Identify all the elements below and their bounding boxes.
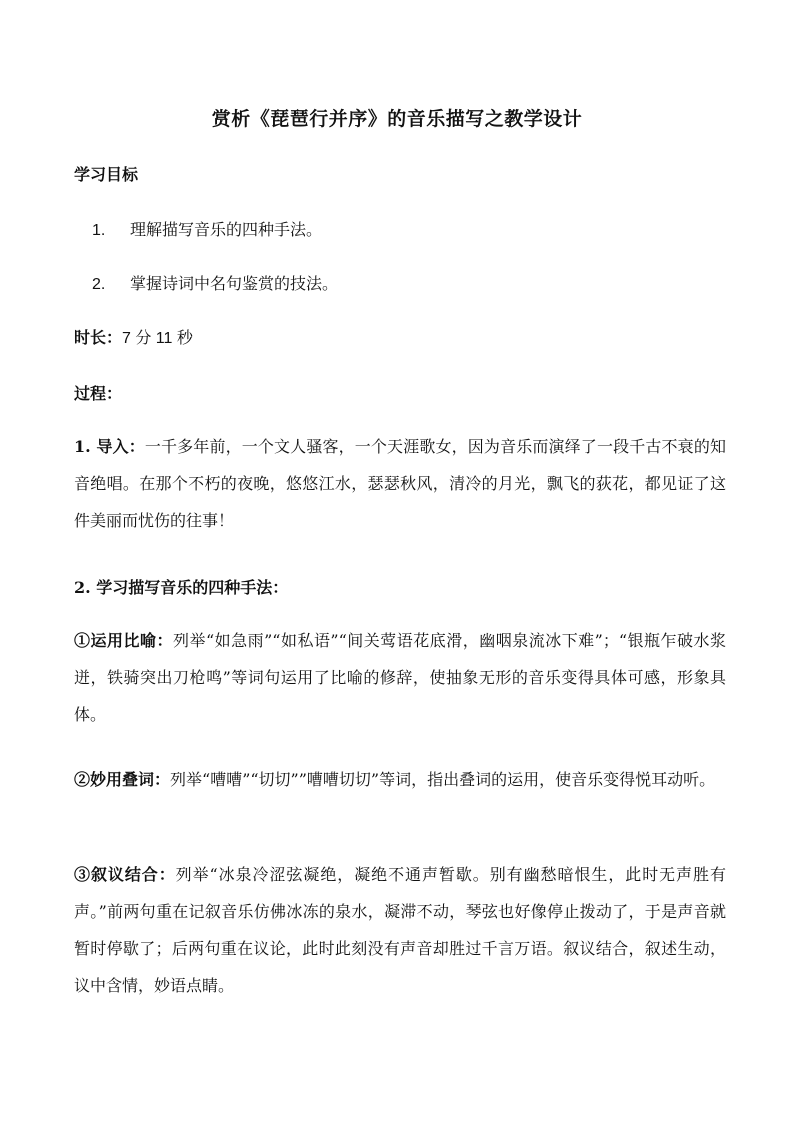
technique-paragraph: [74, 622, 726, 733]
objectives-heading: 学习目标: [74, 165, 139, 184]
objective-text: 理解描写音乐的四种手法。: [130, 220, 323, 239]
technique-text: 列举“如急雨”“如私语”“间关莺语花底滑，幽咽泉流冰下难”；“银瓶乍破水浆迸，铁骑突出刀枪鸣”等词句运用了比喻的修辞，使抽象无形的音乐变得具体可感，形象具体。: [74, 631, 726, 724]
duration-value: 7 分 11 秒: [122, 330, 193, 347]
technique-paragraph: [74, 761, 726, 798]
page-title: 赏析《琵琶行并序》的音乐描写之教学设计: [211, 108, 583, 130]
technique-text: 列举“冰泉冷涩弦凝绝，凝绝不通声暂歇。别有幽愁暗恨生，此时无声胜有声。”前两句重在记叙音乐仿佛冰冻的泉水，凝滞不动，琴弦也好像停止拨动了，于是声音就暂时停歇了；后两句重在议论，此时此刻没有声音却胜过千言万语。叙议结合，叙述生动，议中含情，妙语点睛。: [74, 865, 726, 995]
technique-text: 列举“嘈嘈”“切切””嘈嘈切切”等词，指出叠词的运用，使音乐变得悦耳动听。: [170, 770, 716, 789]
technique-label: ①运用比喻：: [74, 631, 173, 650]
process-heading: 过程：: [74, 384, 123, 403]
technique-label: ③叙议结合：: [74, 865, 176, 884]
duration-label: 时长：: [74, 328, 123, 347]
intro-text: 一千多年前，一个文人骚客，一个天涯歌女，因为音乐而演绎了一段千古不衰的知音绝唱。在那个不朽的夜晚，悠悠江水，瑟瑟秋风，清冷的月光，飘飞的荻花，都见证了这件美丽而忧伤的往事！: [74, 437, 726, 530]
intro-label: 1. 导入：: [74, 437, 145, 456]
technique-paragraph: [74, 856, 726, 1004]
objective-item: [92, 217, 322, 240]
technique-label: ②妙用叠词：: [74, 770, 171, 789]
duration-line: [74, 325, 193, 348]
section2-heading: 2. 学习描写音乐的四种手法：: [74, 578, 289, 597]
intro-paragraph: [74, 428, 726, 539]
objective-number: 1.: [92, 222, 106, 239]
objective-number: 2.: [92, 276, 106, 293]
objective-text: 掌握诗词中名句鉴赏的技法。: [130, 274, 339, 293]
objective-item: [92, 271, 338, 294]
